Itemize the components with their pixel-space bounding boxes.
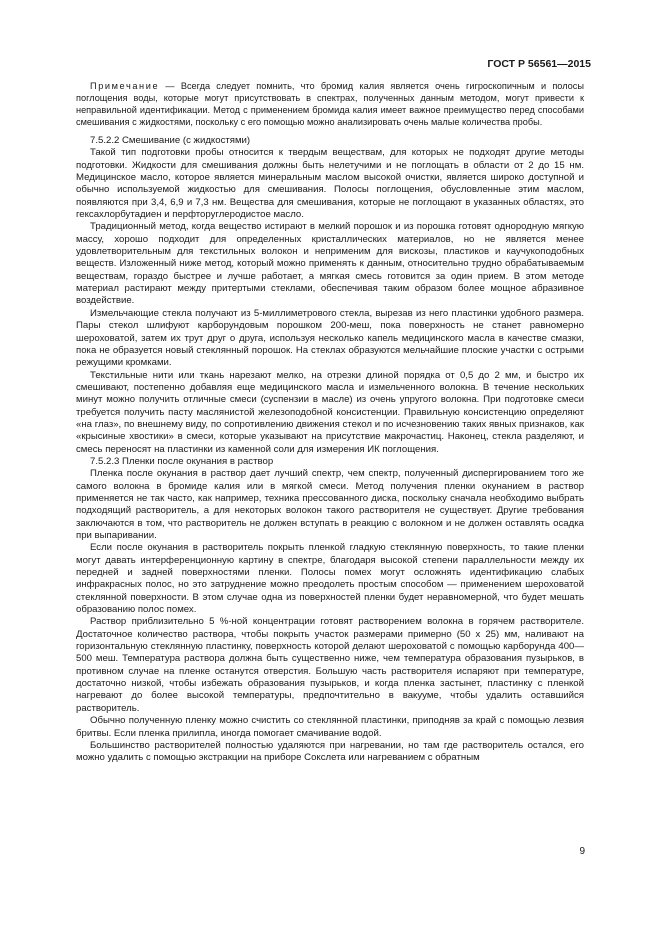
page-content bbox=[76, 80, 584, 765]
section-7522-paragraph: Традиционный метод, когда вещество истирают в мелкий порошок и из порошка готовят однородную мягкую массу, хорошо подходит для определенных кристаллических материалов, но не является менее удовлетворительным для текстильных волокон и неприменим для вискозы, пластиков и каучукоподобных веществ. Изложенный ниже метод, который можно применять к данным, относительно трудно обрабатываемым веществам, гораздо быстрее и лучше работает, а мягкая смесь готовится за один прием. В этом методе материал растирают между притертыми стеклами, обеспечивая таким образом более мощное абразивное воздействие. bbox=[76, 221, 584, 307]
section-7522-paragraph: Такой тип подготовки пробы относится к твердым веществам, для которых не подходят другие методы подготовки. Жидкости для смешивания должны быть нелетучими и не поглощать в области от 2 до 15 нм. Медицинское масло, которое является минеральным маслом высокой очистки, является широко доступной и обычно используемой жидкостью для смешивания. Полосы поглощения, обусловленные этим маслом, появляются при 3,4, 6,9 и 7,3 нм. Вещества для смешивания, которые не поглощают в указанных областях, это гексахлорбутадиен и перфторуглеродистое масло. bbox=[76, 147, 584, 221]
section-7523-heading: 7.5.2.3 Пленки после окунания в раствор bbox=[90, 455, 274, 467]
section-7523-paragraph: Обычно полученную пленку можно счистить со стеклянной пластинки, приподняв за край с помощью лезвия бритвы. Если пленка прилипла, иногда помогает смачивание водой. bbox=[76, 715, 584, 739]
section-7522-paragraph: Измельчающие стекла получают из 5-миллиметрового стекла, вырезав из него пластинки удобного размера. Пары стекол шлифуют карборундовым порошком 200-меш, пока поверхность не станет равномерно шероховатой, затем их трут друг о друга, используя несколько капель медицинского масла в качестве смазки, пока не образуется новый стеклянный порошок. На стеклах образуются мельчайшие плоские участки с острыми режущими кромками. bbox=[76, 307, 584, 369]
section-7523-paragraph: Большинство растворителей полностью удаляются при нагревании, но там где растворитель остался, его можно удалить с помощью экстракции на приборе Сокслета или нагреванием с обратным bbox=[76, 739, 584, 764]
standard-header: ГОСТ Р 56561—2015 bbox=[487, 58, 591, 70]
page-number: 9 bbox=[579, 846, 585, 857]
section-7522-heading: 7.5.2.2 Смешивание (с жидкостями) bbox=[90, 135, 251, 146]
section-7523-paragraph: Пленка после окунания в раствор дает лучший спектр, чем спектр, полученный диспергированием того же самого волокна в бромиде калия или в мягкой смеси. Метод получения пленки окунанием в раствор применяется не так часто, как например, техника прессованного диска, поскольку сначала необходимо выбрать подходящий растворитель, а для некоторых волокон такого растворителя не существует. Другие требования заключаются в том, что растворитель не должен вступать в реакцию с волокном и не должен оставлять осадка при выпаривании. bbox=[76, 468, 584, 541]
note-text: — Всегда следует помнить, что бромид калия является очень гигроскопичным и полосы поглощения воды, которые могут присутствовать в спектрах, полученных данным методом, могут привести к неправильной идентификации. Метод с применением бромида калия имеет важное преимущество перед способами смешивания с жидкостями, поскольку с его помощью можно анализировать очень малые количества пробы. bbox=[76, 81, 584, 127]
section-7523-paragraph: Если после окунания в растворитель покрыть пленкой гладкую стеклянную поверхность, то такие пленки могут давать интерференционную картину в спектре, благодаря высокой степени параллельности между их передней и задней поверхностями пленки. Полосы помех могут осложнять идентификацию слабых инфракрасных полос, но это затруднение можно преодолеть простым способом — применением шероховатой стеклянной поверхности. В этом случае одна из поверхностей пленки будет неравномерной, что будет мешать образованию полос помех. bbox=[76, 542, 584, 616]
note-paragraph bbox=[76, 80, 584, 128]
section-7523-paragraph: Раствор приблизительно 5 %-ной концентрации готовят растворением волокна в горячем растворителе. Достаточное количество раствора, чтобы покрыть участок размерами примерно (50 x 25) мм, наливают на горизонтальную стеклянную пластинку, поверхность которой делают шероховатой с помощью карборунда 400—500 меш. Температура раствора должна быть существенно ниже, чем температура образования пузырьков, в противном случае на пленке останутся отверстия. Большую часть растворителя испаряют при температуре, достаточно низкой, чтобы избежать образования пузырьков, и когда пленка застынет, пластинку с пленкой нагревают до более высокой температуры, предпочтительно в вакууме, чтобы удалить оставшийся растворитель. bbox=[76, 616, 584, 714]
note-label: Примечание bbox=[90, 81, 160, 91]
section-7522-paragraph: Текстильные нити или ткань нарезают мелко, на отрезки длиной порядка от 0,5 до 2 мм, и быстро их смешивают, постепенно добавляя еще медицинского масла и измельченного волокна. В течение нескольких минут можно получить отличные смеси (суспензии в масле) из очень упругого волокна. При подготовке смеси требуется получить пасту маслянистой железоподобной консистенции. Правильную консистенцию определяют «на глаз», по внешнему виду, по сопротивлению движения стекол и по исчезновению таких явных признаков, как «крысиные хвостики» в смеси, которые указывают на присутствие макрочастиц. Наконец, стекла разделяют, и смесь переносят на пластинки из каменной соли для измерения ИК поглощения. bbox=[76, 369, 584, 455]
